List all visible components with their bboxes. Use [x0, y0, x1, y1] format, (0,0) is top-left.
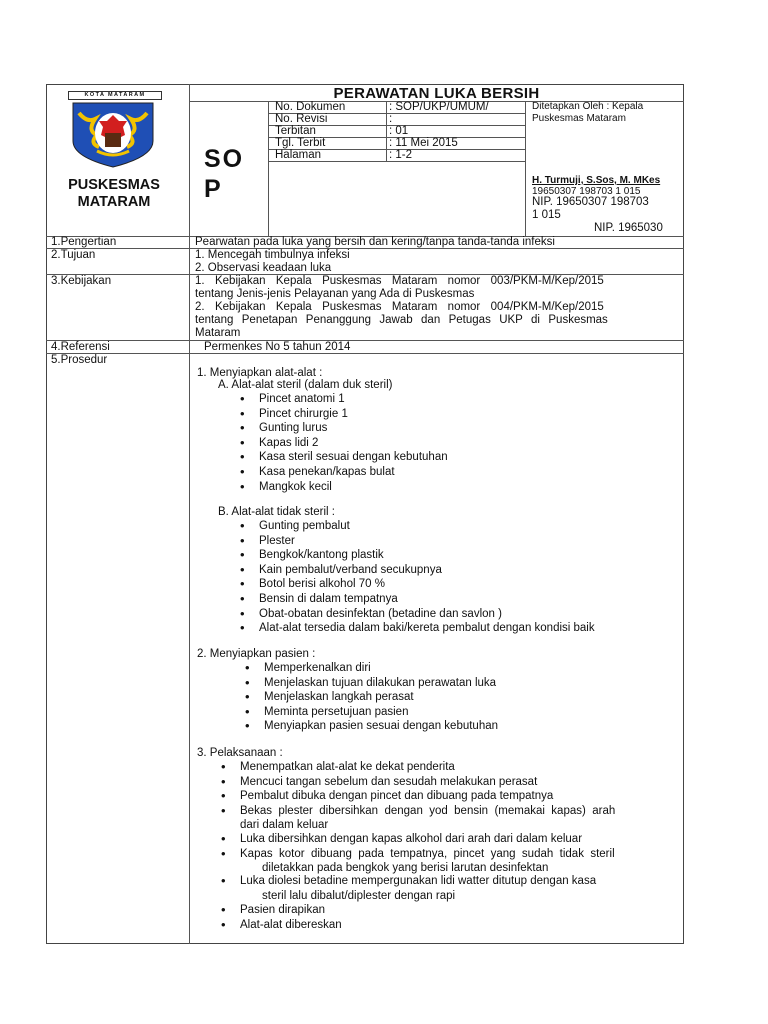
pelaksanaan-continuation: steril lalu dibalut/diplester dengan rapi: [262, 890, 456, 902]
list-item: • Luka dibersihkan dengan kapas alkohol dari arah dari dalam keluar: [240, 832, 615, 847]
list-item: • Meminta persetujuan pasien: [264, 705, 498, 720]
referensi-text: Permenkes No 5 tahun 2014: [204, 341, 351, 353]
list-item: • Kasa penekan/kapas bulat: [259, 465, 448, 480]
meta-label-no-revisi: No. Revisi: [275, 113, 328, 125]
kota-label: KOTA MATARAM: [68, 91, 162, 100]
signer-nip-line-2: 1 015: [532, 209, 561, 221]
alat-steril-list: [259, 392, 448, 494]
list-item: • Alat-alat dibereskan: [240, 918, 342, 933]
row-label-tujuan: 2.Tujuan: [51, 249, 96, 261]
prosedur-step-1-title: 1. Menyiapkan alat-alat :: [197, 367, 323, 379]
city-emblem-icon: [67, 101, 159, 174]
prosedur-step-2-title: 2. Menyiapkan pasien :: [197, 648, 316, 660]
list-item: • Menempatkan alat-alat ke dekat penderita: [240, 760, 615, 775]
meta-value-terbitan: : 01: [389, 125, 409, 137]
row-label-prosedur: 5.Prosedur: [51, 354, 108, 366]
list-item: • Menjelaskan tujuan dilakukan perawatan luka: [264, 676, 498, 691]
divider-sop: [268, 101, 269, 236]
prosedur-step-3-title: 3. Pelaksanaan :: [197, 747, 283, 759]
alat-tidak-steril-list: [259, 519, 595, 636]
pelaksanaan-list-cont: [240, 903, 342, 932]
row-label-referensi: 4.Referensi: [51, 341, 110, 353]
pengertian-text: Pearwatan pada luka yang bersih dan kering/tanpa tanda-tanda infeksi: [195, 236, 555, 248]
list-item: • Kapas kotor dibuang pada tempatnya, pincet yang sudah tidak steril: [240, 847, 615, 862]
divider-meta-label: [386, 101, 387, 161]
list-item: • Botol berisi alkohol 70 %: [259, 577, 595, 592]
prosedur-step-1a-title: A. Alat-alat steril (dalam duk steril): [218, 379, 393, 391]
pelaksanaan-continuation: diletakkan pada bengkok yang berisi larutan desinfektan: [262, 862, 549, 874]
meta-label-no-dokumen: No. Dokumen: [275, 101, 346, 113]
list-item: • Pembalut dibuka dengan pincet dan dibuang pada tempatnya: [240, 789, 615, 804]
list-item: • Pincet chirurgie 1: [259, 407, 448, 422]
meta-label-tgl-terbit: Tgl. Terbit: [275, 137, 326, 149]
tujuan-item: 2. Observasi keadaan luka: [195, 262, 332, 274]
list-item: • Luka diolesi betadine mempergunakan lidi watter ditutup dengan kasa: [240, 874, 596, 889]
list-item: • Pasien dirapikan: [240, 903, 342, 918]
list-item: • Plester: [259, 534, 595, 549]
pelaksanaan-list: [240, 760, 615, 818]
list-item: • Kasa steril sesuai dengan kebutuhan: [259, 450, 448, 465]
row-rule: [46, 340, 684, 341]
org-name: PUSKESMAS MATARAM: [68, 177, 160, 210]
kebijakan-line: 2. Kebijakan Kepala Puskesmas Mataram nomor 004/PKM-M/Kep/2015: [195, 301, 604, 313]
list-item: • Pincet anatomi 1: [259, 392, 448, 407]
meta-value-no-dokumen: : SOP/UKP/UMUM/: [389, 101, 489, 113]
meta-label-halaman: Halaman: [275, 149, 322, 161]
divider-left-column: [189, 236, 190, 944]
list-item: • Menjelaskan langkah perasat: [264, 690, 498, 705]
kebijakan-line: tentang Jenis-jenis Pelayanan yang Ada di Puskesmas: [195, 288, 475, 300]
signer-nip-line-1: NIP. 19650307 198703: [532, 196, 649, 208]
meta-value-no-revisi: :: [389, 113, 393, 125]
menyiapkan-pasien-list: [264, 661, 498, 734]
approval-line-1: Ditetapkan Oleh : Kepala: [532, 101, 644, 112]
list-item: • Obat-obatan desinfektan (betadine dan savlon ): [259, 607, 595, 622]
kebijakan-line: 1. Kebijakan Kepala Puskesmas Mataram nomor 003/PKM-M/Kep/2015: [195, 275, 604, 287]
pelaksanaan-list-cont: [240, 832, 615, 861]
kebijakan-line: tentang Penetapan Penanggung Jawab dan Petugas UKP di Puskesmas: [195, 314, 608, 326]
kebijakan-line: Mataram: [195, 327, 241, 339]
sop-label: SO P: [204, 145, 245, 203]
list-item: • Kapas lidi 2: [259, 436, 448, 451]
meta-value-tgl-terbit: : 11 Mei 2015: [389, 137, 458, 149]
signer-nip-small: 19650307 198703 1 015: [532, 186, 641, 197]
meta-value-halaman: : 1-2: [389, 149, 413, 161]
signer-nip-short: NIP. 1965030: [594, 222, 663, 234]
list-item: • Menyiapkan pasien sesuai dengan kebutuhan: [264, 719, 498, 734]
divider-logo: [189, 84, 190, 236]
list-item: • Kain pembalut/verband secukupnya: [259, 563, 595, 578]
divider-approval: [525, 101, 526, 236]
list-item: • Memperkenalkan diri: [264, 661, 498, 676]
row-label-pengertian: 1.Pengertian: [51, 236, 117, 248]
list-item: • Alat-alat tersedia dalam baki/kereta pembalut dengan kondisi baik: [259, 621, 595, 636]
row-rule: [46, 353, 684, 354]
pelaksanaan-list-cont: [240, 874, 596, 889]
prosedur-step-1b-title: B. Alat-alat tidak steril :: [218, 506, 335, 518]
row-label-kebijakan: 3.Kebijakan: [51, 275, 112, 287]
approval-line-2: Puskesmas Mataram: [532, 113, 626, 124]
list-item: • Bengkok/kantong plastik: [259, 548, 595, 563]
list-item: • Bekas plester dibersihkan dengan yod bensin (memakai kapas) arah: [240, 804, 615, 819]
document-title: PERAWATAN LUKA BERSIH: [333, 85, 540, 102]
pelaksanaan-continuation: dari dalam keluar: [240, 819, 329, 831]
tujuan-item: 1. Mencegah timbulnya infeksi: [195, 249, 350, 261]
meta-label-terbitan: Terbitan: [275, 125, 316, 137]
list-item: • Bensin di dalam tempatnya: [259, 592, 595, 607]
list-item: • Gunting lurus: [259, 421, 448, 436]
list-item: • Mangkok kecil: [259, 480, 448, 495]
list-item: • Gunting pembalut: [259, 519, 595, 534]
signer-name: H. Turmuji, S.Sos, M. MKes: [532, 175, 661, 186]
list-item: • Mencuci tangan sebelum dan sesudah melakukan perasat: [240, 775, 615, 790]
